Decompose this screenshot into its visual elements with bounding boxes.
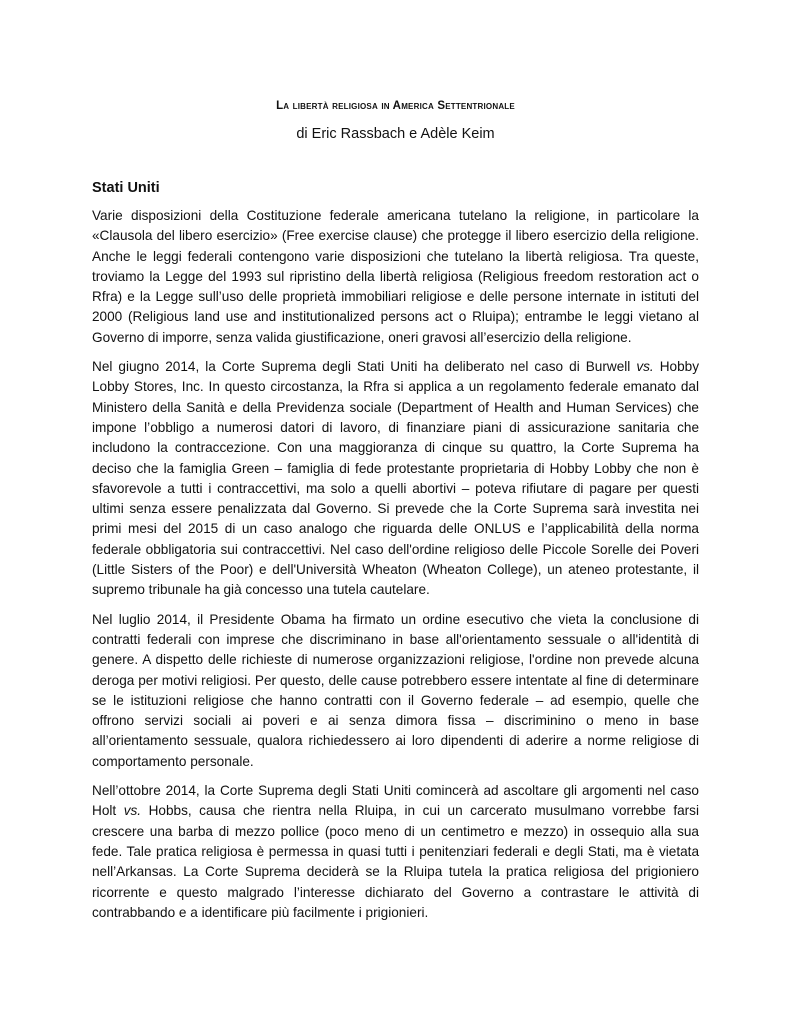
- document-authors: di Eric Rassbach e Adèle Keim: [296, 126, 495, 142]
- paragraph: [92, 206, 699, 348]
- italic-text-run: vs.: [636, 359, 654, 375]
- text-run: Nel luglio 2014, il Presidente Obama ha firmato un ordine esecutivo che vieta la conclusione di contratti federali con imprese che discriminano in base all'orientamento sessuale o all'identità di genere. A dispetto delle richieste di numerose organizzazioni religiose, l'ordine non prevede alcuna deroga per motivi religiosi. Per questo, delle cause potrebbero essere intentate al fine di determinare se le istituzioni religiose che hanno contratti con il Governo federale – ad esempio, quelle che offrono servizi sociali ai poveri e ai senza dimora fissa – discriminino o meno in base all’orientamento sessuale, qualora richiedessero ai loro dipendenti di aderire a norme religiose di comportamento personale.: [92, 611, 699, 769]
- paragraph: [92, 357, 699, 601]
- paragraph: [92, 610, 699, 772]
- document-title: La libertà religiosa in America Settentrionale: [276, 100, 515, 112]
- text-run: Nel giugno 2014, la Corte Suprema degli Stati Uniti ha deliberato nel caso di Burwell: [92, 359, 637, 375]
- text-run: Hobbs, causa che rientra nella Rluipa, in cui un carcerato musulmano vorrebbe farsi crescere una barba di mezzo pollice (poco meno di un centimetro e mezzo) in ossequio alla sua fede. Tale pratica religiosa è permessa in quasi tutti i penitenziari federali e degli Stati, ma è vietata nell’Arkansas. La Corte Suprema deciderà se la Rluipa tutela la pratica religiosa del prigioniero ricorrente e questo malgrado l’interesse dichiarato del Governo a contrastare le attività di contrabbando e a identificare più facilmente i prigionieri.: [92, 803, 699, 920]
- section-heading: Stati Uniti: [92, 180, 160, 196]
- italic-text-run: vs.: [123, 803, 142, 819]
- paragraph: [92, 781, 699, 923]
- text-run: Hobby Lobby Stores, Inc. In questo circostanza, la Rfra si applica a un regolamento federale emanato dal Ministero della Sanità e della Previdenza sociale (Department of Health and Human Services) che impone l’obbligo a numerosi datori di lavoro, di finanziare piani di assicurazione sanitaria che includono la contraccezione. Con una maggioranza di cinque su quattro, la Corte Suprema ha deciso che la famiglia Green – famiglia di fede protestante proprietaria di Hobby Lobby che non è sfavorevole a tutti i contraccettivi, ma solo a quelli abortivi – poteva rifiutare di pagare per questi ultimi senza essere penalizzata dal Governo. Si prevede che la Corte Suprema sarà investita nei primi mesi del 2015 di un caso analogo che riguarda delle ONLUS e l’applicabilità della norma federale obbligatoria sui contraccettivi. Nel caso dell'ordine religioso delle Piccole Sorelle dei Poveri (Little Sisters of the Poor) e dell'Università Wheaton (Wheaton College), un ateneo protestante, il supremo tribunale ha già concesso una tutela cautelare.: [92, 359, 699, 598]
- text-run: Nell’ottobre 2014, la Corte Suprema degli Stati Uniti comincerà ad ascoltare gli argomenti nel caso Holt: [92, 783, 699, 819]
- document-body: [92, 206, 699, 932]
- text-run: Varie disposizioni della Costituzione federale americana tutelano la religione, in particolare la «Clausola del libero esercizio» (Free exercise clause) che protegge il libero esercizio della religione. Anche le leggi federali contengono varie disposizioni che tutelano la libertà religiosa. Tra queste, troviamo la Legge del 1993 sul ripristino della libertà religiosa (Religious freedom restoration act o Rfra) e la Legge sull’uso delle proprietà immobiliari religiose e delle persone internate in istituti del 2000 (Religious land use and institutionalized persons act o Rluipa); entrambe le leggi vietano al Governo di imporre, senza valida giustificazione, oneri gravosi all’esercizio della religione.: [92, 208, 699, 345]
